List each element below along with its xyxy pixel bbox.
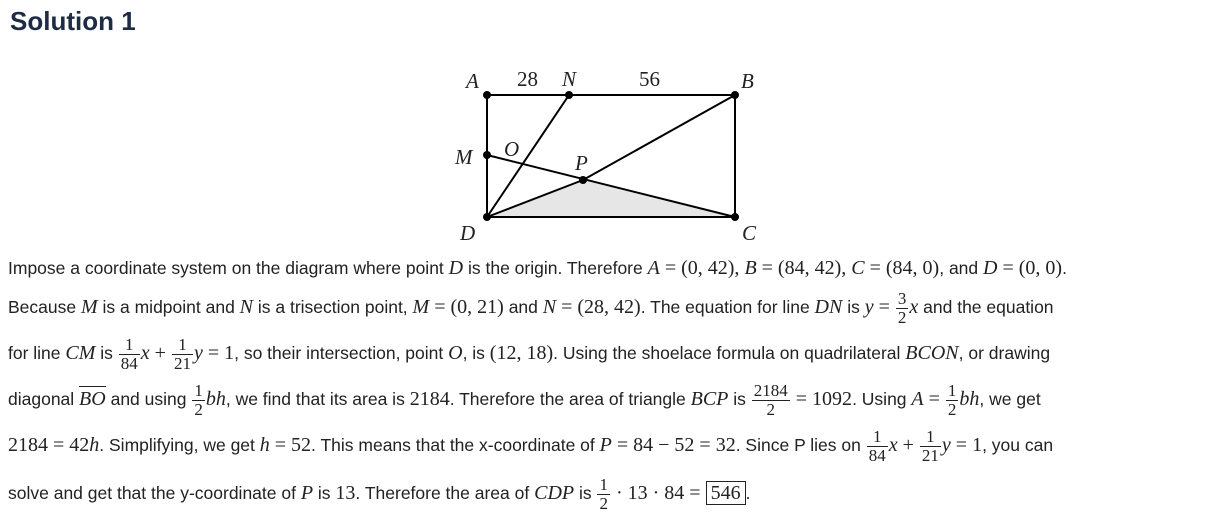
text: . — [745, 483, 751, 503]
fraction-numerator: 1 — [947, 380, 957, 400]
solution-line-5 — [8, 424, 1053, 466]
text: , is — [462, 343, 490, 363]
fraction-denominator: 21 — [921, 445, 939, 465]
fraction-numerator: 3 — [897, 288, 907, 308]
math-var: bh — [205, 388, 226, 410]
label-seg-nb: 56 — [639, 67, 660, 91]
fraction — [867, 428, 888, 465]
math: 13 — [335, 482, 356, 504]
text: . — [1062, 258, 1067, 278]
math-var: N — [542, 296, 557, 318]
math-var: y — [193, 342, 203, 364]
math-var: x — [140, 342, 150, 364]
text: , we get — [979, 389, 1041, 409]
math-var: x — [909, 296, 919, 318]
text: diagonal — [8, 389, 80, 409]
point-m — [483, 151, 491, 159]
math-var: h — [89, 434, 100, 456]
solution-line-4 — [8, 378, 1041, 420]
math-var: x — [888, 434, 898, 456]
math-var: CDP — [534, 482, 575, 504]
text: Impose a coordinate system on the diagram where point — [8, 258, 449, 278]
math-var: D — [448, 257, 464, 279]
fraction — [119, 336, 140, 373]
fraction-numerator: 1 — [178, 334, 187, 354]
math: = 1 — [202, 342, 235, 364]
fraction-numerator: 1 — [194, 380, 203, 400]
text: is the origin. Therefore — [463, 258, 648, 278]
fraction-numerator: 1 — [125, 334, 134, 354]
math: = — [873, 296, 895, 318]
math: (12, 18) — [489, 342, 554, 364]
fraction-denominator: 21 — [173, 353, 191, 373]
point-a — [483, 91, 491, 99]
math: = (0, 21) — [429, 296, 504, 318]
fraction-denominator: 84 — [120, 353, 138, 373]
text: and — [503, 297, 543, 317]
text: is — [842, 297, 865, 317]
text: , or drawing — [958, 343, 1051, 363]
math-var: M — [80, 296, 98, 318]
text: . This means that the x-coordinate of — [311, 435, 600, 455]
text: . Therefore the area of triangle — [449, 389, 691, 409]
math: 2184 = 42 — [8, 434, 90, 456]
text: , and — [939, 258, 984, 278]
fraction — [597, 476, 610, 513]
fraction — [172, 336, 193, 373]
fraction — [192, 382, 205, 419]
solution-line-6 — [8, 472, 750, 514]
label-o: O — [504, 137, 520, 161]
math: = 84 − 52 = 32 — [611, 434, 736, 456]
fraction-denominator: 2 — [897, 307, 907, 327]
fraction-numerator: 1 — [926, 426, 935, 446]
math: = (0, 0) — [997, 257, 1063, 279]
math-var: M — [412, 296, 430, 318]
text: is a trisection point, — [253, 297, 413, 317]
text: is a midpoint and — [97, 297, 240, 317]
text: solve and get that the y-coordinate of — [8, 483, 301, 503]
math-var: A — [911, 388, 924, 410]
math: = 1 — [950, 434, 983, 456]
label-m: M — [455, 145, 473, 169]
math: = (84, 0) — [864, 257, 940, 279]
fraction-denominator: 2 — [194, 399, 203, 419]
text: is — [313, 483, 336, 503]
text: . Using — [852, 389, 912, 409]
math-var: CM — [65, 342, 96, 364]
math-var: N — [239, 296, 254, 318]
point-d — [483, 213, 491, 221]
math: + — [149, 342, 171, 364]
math-var: DN — [814, 296, 843, 318]
point-n — [565, 91, 573, 99]
solution-line-2 — [8, 286, 1054, 328]
segment-bp — [583, 95, 735, 180]
math-var: y — [941, 434, 951, 456]
text: , we find that its area is — [225, 389, 410, 409]
math: + — [897, 434, 919, 456]
math-var: P — [300, 482, 314, 504]
text: is — [728, 389, 751, 409]
text: . Therefore the area of — [355, 483, 535, 503]
math: = — [923, 388, 945, 410]
label-seg-an: 28 — [517, 67, 538, 91]
fraction-numerator: 1 — [599, 474, 608, 494]
text: . Simplifying, we get — [99, 435, 260, 455]
math-var: bh — [959, 388, 980, 410]
math-var: C — [851, 257, 865, 279]
label-a: A — [466, 69, 479, 93]
math: 2184 — [409, 388, 450, 410]
math-var: BCON — [905, 342, 959, 364]
math-var: P — [599, 434, 612, 456]
fraction-denominator: 84 — [868, 445, 886, 465]
label-d: D — [460, 221, 476, 245]
math-var: O — [448, 342, 463, 364]
math: = (0, 42), — [659, 257, 745, 279]
label-b: B — [741, 69, 754, 93]
text: . Since P lies on — [735, 435, 866, 455]
fraction — [946, 382, 959, 419]
fraction-denominator: 2 — [752, 400, 790, 419]
math: = 52 — [269, 434, 312, 456]
fraction — [896, 290, 909, 327]
point-p — [579, 176, 587, 184]
fraction — [920, 428, 941, 465]
solution-line-3 — [8, 332, 1050, 374]
label-c: C — [742, 221, 757, 245]
solution-line-1 — [8, 258, 1067, 278]
text: Because — [8, 297, 81, 317]
label-p: P — [575, 151, 588, 175]
math-segment: BO — [79, 388, 106, 410]
math-var: B — [744, 257, 757, 279]
text: , you can — [982, 435, 1054, 455]
fraction-denominator: 2 — [947, 399, 957, 419]
text: , so their intersection, point — [234, 343, 449, 363]
fraction — [752, 382, 790, 419]
fraction-denominator: 2 — [599, 493, 608, 513]
math: = (84, 42), — [756, 257, 852, 279]
math-var: y — [864, 296, 874, 318]
point-b — [731, 91, 739, 99]
math-var: A — [647, 257, 660, 279]
text: and using — [105, 389, 192, 409]
text: . The equation for line — [640, 297, 815, 317]
math: = 1092 — [790, 388, 853, 410]
point-c — [731, 213, 739, 221]
fraction-numerator: 1 — [872, 426, 882, 446]
geometry-diagram — [440, 60, 780, 250]
math: · 13 · 84 = — [610, 482, 706, 504]
text: . Using the shoelace formula on quadrilateral — [553, 343, 906, 363]
math: = (28, 42) — [556, 296, 641, 318]
text: is — [574, 483, 597, 503]
math-var: h — [259, 434, 270, 456]
math-var: D — [983, 257, 998, 279]
page-title: Solution 1 — [10, 6, 136, 36]
text: is — [95, 343, 118, 363]
text: and the equation — [918, 297, 1054, 317]
fraction-numerator: 2184 — [753, 380, 788, 400]
label-n: N — [562, 67, 577, 91]
boxed-answer: 546 — [706, 481, 746, 505]
text: for line — [8, 343, 66, 363]
math-var: BCP — [690, 388, 729, 410]
